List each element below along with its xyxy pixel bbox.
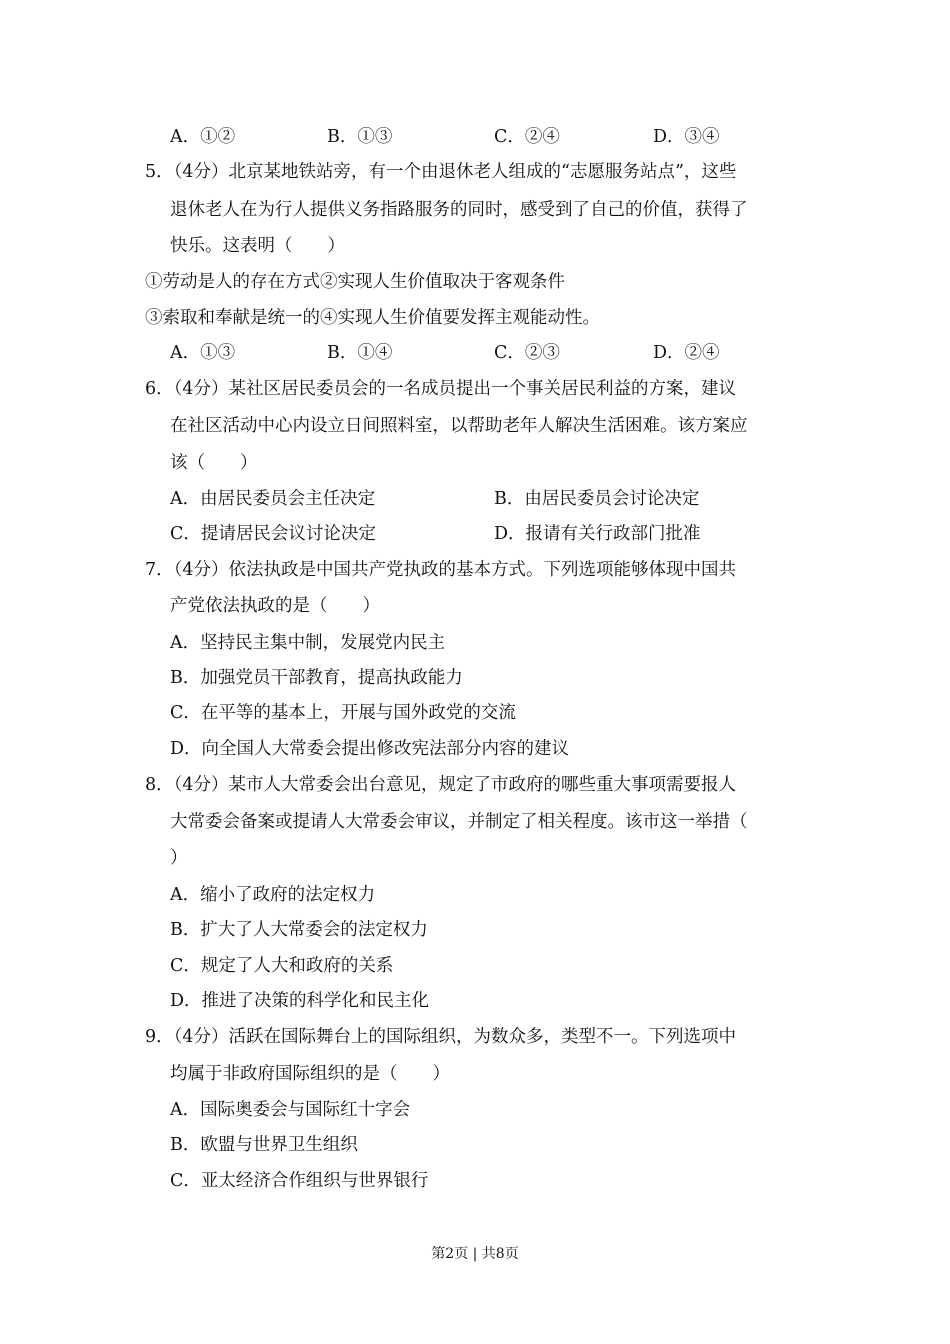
q8-stem-line-3: ） <box>170 848 188 868</box>
q6-option-c: C．提请居民会议讨论决定 <box>170 524 376 544</box>
q5-statement-2: ③索取和奉献是统一的④实现人生价值要发挥主观能动性。 <box>145 308 600 328</box>
q5-option-b: B．①④ <box>327 343 393 363</box>
page-footer: 第2页 | 共8页 <box>431 1246 519 1262</box>
q9-option-b: B．欧盟与世界卫生组织 <box>170 1135 358 1155</box>
q7-option-b: B．加强党员干部教育，提高执政能力 <box>170 668 463 688</box>
q5-statement-1: ①劳动是人的存在方式②实现人生价值取决于客观条件 <box>145 272 565 292</box>
q5-option-d: D．②④ <box>653 343 720 363</box>
q4-option-a: A．①② <box>170 127 236 147</box>
q7-stem-line-1: 7．（4分）依法执政是中国共产党执政的基本方式。下列选项能够体现中国共 <box>145 560 737 580</box>
q6-stem-line-2: 在社区活动中心内设立日间照料室，以帮助老年人解决生活困难。该方案应 <box>170 416 748 436</box>
q7-option-d: D．向全国人大常委会提出修改宪法部分内容的建议 <box>170 739 570 759</box>
q4-option-d: D．③④ <box>653 127 720 147</box>
q8-stem-line-1: 8．（4分）某市人大常委会出台意见，规定了市政府的哪些重大事项需要报人 <box>145 775 737 795</box>
q6-option-a: A．由居民委员会主任决定 <box>170 489 376 509</box>
q5-stem-line-1: 5．（4分）北京某地铁站旁，有一个由退休老人组成的“志愿服务站点”，这些 <box>145 162 737 182</box>
q4-option-b: B．①③ <box>327 127 393 147</box>
q8-option-b: B．扩大了人大常委会的法定权力 <box>170 920 428 940</box>
q9-stem-line-2: 均属于非政府国际组织的是（ ） <box>170 1064 450 1084</box>
q5-option-c: C．②③ <box>494 343 560 363</box>
q5-option-a: A．①③ <box>170 343 236 363</box>
q6-option-b: B．由居民委员会讨论决定 <box>494 489 700 509</box>
q4-option-c: C．②④ <box>494 127 560 147</box>
q7-option-c: C．在平等的基本上，开展与国外政党的交流 <box>170 703 516 723</box>
q7-stem-line-2: 产党依法执政的是（ ） <box>170 596 380 616</box>
q9-stem-line-1: 9．（4分）活跃在国际舞台上的国际组织，为数众多，类型不一。下列选项中 <box>145 1027 737 1047</box>
q8-option-a: A．缩小了政府的法定权力 <box>170 885 376 905</box>
q9-option-c: C．亚太经济合作组织与世界银行 <box>170 1171 429 1191</box>
q7-option-a: A．坚持民主集中制，发展党内民主 <box>170 633 446 653</box>
q8-stem-line-2: 大常委会备案或提请人大常委会审议，并制定了相关程度。该市这一举措（ <box>170 812 748 832</box>
q5-stem-line-3: 快乐。这表明（ ） <box>170 236 345 256</box>
q5-stem-line-2: 退休老人在为行人提供义务指路服务的同时，感受到了自己的价值，获得了 <box>170 200 748 220</box>
q8-option-d: D．推进了决策的科学化和民主化 <box>170 991 430 1011</box>
q6-stem-line-1: 6．（4分）某社区居民委员会的一名成员提出一个事关居民利益的方案，建议 <box>145 379 737 399</box>
q6-option-d: D．报请有关行政部门批准 <box>494 524 701 544</box>
q9-option-a: A．国际奥委会与国际红十字会 <box>170 1100 411 1120</box>
q8-option-c: C．规定了人大和政府的关系 <box>170 956 394 976</box>
q6-stem-line-3: 该（ ） <box>170 453 258 473</box>
